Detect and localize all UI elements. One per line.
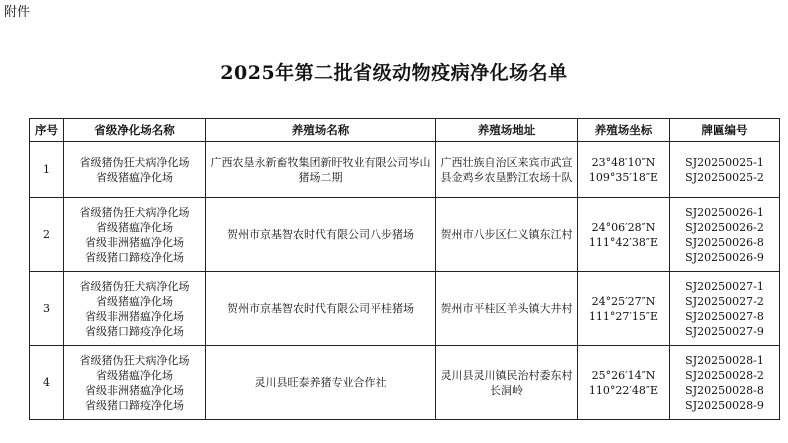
- cert-name: 省级非洲猪瘟净化场: [85, 235, 184, 249]
- cert-name: 省级猪口蹄疫净化场: [85, 250, 184, 264]
- header-index: 序号: [30, 119, 64, 142]
- row-index: 4: [30, 346, 64, 420]
- farm-name-cell: 贺州市京基智农时代有限公司八步猪场: [206, 198, 436, 272]
- latitude: 24°25′27″N: [591, 294, 656, 308]
- cert-name: 省级猪伪狂犬病净化场: [79, 155, 190, 169]
- cert-name: 省级猪瘟净化场: [96, 294, 173, 308]
- row-index: 1: [30, 142, 64, 198]
- coords-cell: [578, 272, 670, 346]
- plaque-number: SJ20250025-1: [685, 155, 764, 169]
- header-farm-coords: 养殖场坐标: [578, 119, 670, 142]
- cert-names-cell: [64, 142, 206, 198]
- cert-name: 省级猪瘟净化场: [96, 220, 173, 234]
- coords-cell: [578, 142, 670, 198]
- table-row: [30, 272, 780, 346]
- latitude: 23°48′10″N: [591, 155, 656, 169]
- plaque-number: SJ20250026-2: [685, 220, 764, 234]
- cert-name: 省级非洲猪瘟净化场: [85, 383, 184, 397]
- farm-name-cell: 贺州市京基智农时代有限公司平桂猪场: [206, 272, 436, 346]
- plaque-number: SJ20250028-1: [685, 353, 764, 367]
- farm-name-cell: 灵川县旺泰养猪专业合作社: [206, 346, 436, 420]
- plaque-number: SJ20250028-8: [685, 383, 764, 397]
- cert-name: 省级猪伪狂犬病净化场: [79, 205, 190, 219]
- header-farm-address: 养殖场地址: [436, 119, 578, 142]
- longitude: 109°35′18″E: [588, 170, 659, 184]
- plaque-number: SJ20250026-9: [685, 250, 764, 264]
- plaques-cell: [670, 142, 780, 198]
- plaque-number: SJ20250028-2: [685, 368, 764, 382]
- header-cert-name: 省级净化场名称: [64, 119, 206, 142]
- document-title: 2025年第二批省级动物疫病净化场名单: [220, 62, 568, 84]
- cert-names-cell: [64, 272, 206, 346]
- longitude: 111°27′15″E: [588, 309, 659, 323]
- table-row: [30, 346, 780, 420]
- cert-name: 省级猪瘟净化场: [96, 368, 173, 382]
- plaques-cell: [670, 346, 780, 420]
- row-index: 3: [30, 272, 64, 346]
- cert-name: 省级猪伪狂犬病净化场: [79, 353, 190, 367]
- header-farm-name: 养殖场名称: [206, 119, 436, 142]
- plaque-number: SJ20250026-1: [685, 205, 764, 219]
- cert-name: 省级猪伪狂犬病净化场: [79, 279, 190, 293]
- latitude: 24°06′28″N: [591, 220, 656, 234]
- farm-address-cell: 广西壮族自治区来宾市武宣县金鸡乡农垦黔江农场十队: [436, 142, 578, 198]
- farm-name-cell: 广西农垦永新畜牧集团新盱牧业有限公司岑山猪场二期: [206, 142, 436, 198]
- cert-name: 省级猪口蹄疫净化场: [85, 398, 184, 412]
- plaques-cell: [670, 198, 780, 272]
- plaque-number: SJ20250026-8: [685, 235, 764, 249]
- cert-names-cell: [64, 198, 206, 272]
- cert-names-cell: [64, 346, 206, 420]
- header-plaque-number: 牌匾编号: [670, 119, 780, 142]
- plaque-number: SJ20250028-9: [685, 398, 764, 412]
- longitude: 111°42′38″E: [588, 235, 659, 249]
- farm-roster-table: [29, 118, 780, 420]
- coords-cell: [578, 346, 670, 420]
- plaque-number: SJ20250027-2: [685, 294, 764, 308]
- table-row: [30, 198, 780, 272]
- plaque-number: SJ20250027-8: [685, 309, 764, 323]
- cert-name: 省级猪瘟净化场: [96, 170, 173, 184]
- farm-address-cell: 贺州市八步区仁义镇东江村: [436, 198, 578, 272]
- row-index: 2: [30, 198, 64, 272]
- farm-address-cell: 灵川县灵川镇民治村委东村长洞岭: [436, 346, 578, 420]
- latitude: 25°26′14″N: [591, 368, 656, 382]
- coords-cell: [578, 198, 670, 272]
- attachment-label: 附件: [4, 5, 31, 20]
- cert-name: 省级猪口蹄疫净化场: [85, 324, 184, 338]
- cert-name: 省级非洲猪瘟净化场: [85, 309, 184, 323]
- farm-address-cell: 贺州市平桂区羊头镇大井村: [436, 272, 578, 346]
- plaques-cell: [670, 272, 780, 346]
- table-row: [30, 142, 780, 198]
- longitude: 110°22′48″E: [588, 383, 659, 397]
- plaque-number: SJ20250025-2: [685, 170, 764, 184]
- plaque-number: SJ20250027-9: [685, 324, 764, 338]
- plaque-number: SJ20250027-1: [685, 279, 764, 293]
- table-header-row: [30, 119, 780, 142]
